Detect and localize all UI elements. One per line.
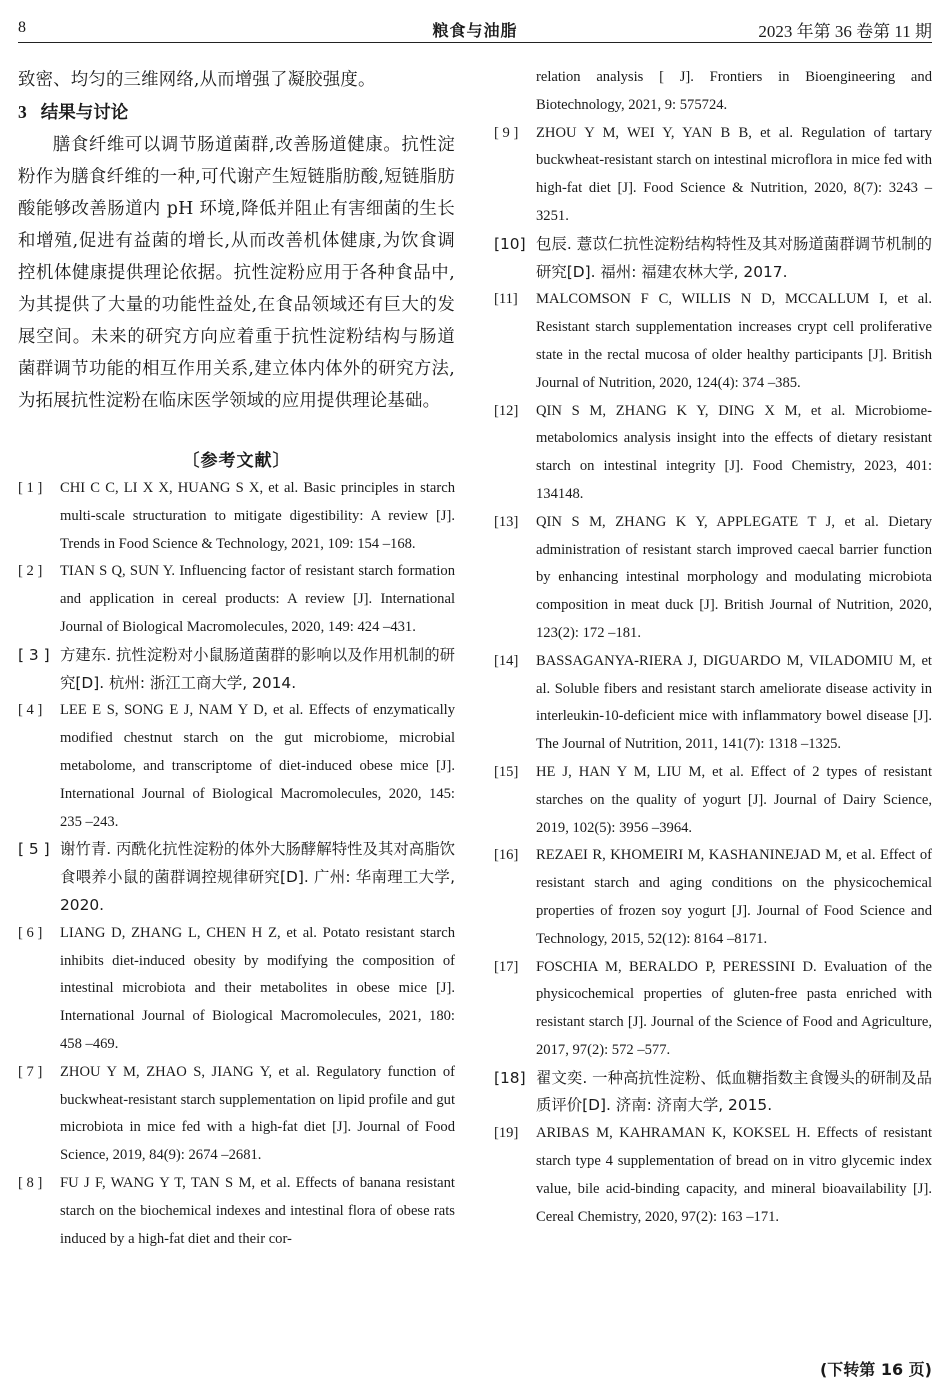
reference-text: 翟文奕. 一种高抗性淀粉、低血糖指数主食馒头的研制及品质评价[D]. 济南: 济南大学, 2015. (536, 1068, 932, 1115)
reference-label: [13] (494, 513, 519, 530)
reference-label: [15] (494, 763, 519, 780)
section-number: 3 (18, 102, 27, 122)
reference-item (494, 954, 932, 1065)
reference-label: [ 5 ] (18, 840, 50, 859)
reference-text: CHI C C, LI X X, HUANG S X, et al. Basic principles in starch multi-scale structuration to mitigate digestibility: A review [J]. Trends in Food Science & Technology, 2021, 109: 154 –168. (60, 480, 455, 552)
reference-item (494, 759, 932, 842)
reference-text: LIANG D, ZHANG L, CHEN H Z, et al. Potato resistant starch inhibits diet-induced obesity by modifying the composition of intestinal microbiota and their metabolites in obese mice [J]. International Journal of Biological Macromolecules, 2021, 180: 458 –469. (60, 924, 455, 1052)
reference-item (494, 648, 932, 759)
reference-item (494, 231, 932, 287)
running-header (18, 12, 932, 43)
reference-label: [ 4 ] (18, 702, 43, 719)
reference-item (18, 642, 455, 698)
issue-info: 2023 年第 36 卷第 11 期 (758, 22, 932, 41)
reference-text: ZHOU Y M, ZHAO S, JIANG Y, et al. Regulatory function of buckwheat-resistant starch supplementation on lipid profile and gut microbiota in mice fed with a high-fat diet [J]. Journal of Food Science, 2019, 84(9): 2674 –2681. (60, 1063, 455, 1164)
section-title: 结果与讨论 (40, 103, 129, 123)
left-column (18, 64, 455, 1253)
intro-text: 致密、均匀的三维网络,从而增强了凝胶强度。 (18, 70, 376, 90)
reference-item (494, 1065, 932, 1121)
journal-title: 粮食与油脂 (432, 21, 518, 40)
reference-label: [ 8 ] (18, 1174, 43, 1191)
reference-continuation: relation analysis [ J]. Frontiers in Bioengineering and Biotechnology, 2021, 9: 575724. (536, 69, 932, 113)
reference-label: [ 2 ] (18, 563, 43, 580)
reference-item (494, 286, 932, 397)
reference-label: [16] (494, 847, 519, 864)
reference-text: 谢竹青. 丙酰化抗性淀粉的体外大肠酵解特性及其对高脂饮食喂养小鼠的菌群调控规律研究[D]. 广州: 华南理工大学, 2020. (60, 840, 455, 914)
references-list-left (18, 475, 455, 1253)
discussion-paragraph: 膳食纤维可以调节肠道菌群,改善肠道健康。抗性淀粉作为膳食纤维的一种,可代谢产生短链脂肪酸,短链脂肪酸能够改善肠道内 pH 环境,降低并阻止有害细菌的生长和增殖,促进有益菌的增长,从而改善机体健康,为饮食调控机体健康提供理论依据。抗性淀粉应用于各种食品中,为其提供了大量的功能性益处,在食品领域还有巨大的发展空间。未来的研究方向应着重于抗性淀粉结构与肠道菌群调节功能的相互作用关系,建立体内体外的研究方法,为拓展抗性淀粉在临床医学领域的应用提供理论基础。 (18, 135, 455, 411)
reference-label: [ 6 ] (18, 924, 43, 941)
reference-text: REZAEI R, KHOMEIRI M, KASHANINEJAD M, et al. Effect of resistant starch and aging conditions on the physicochemical properties of frozen soy yogurt [J]. Journal of Food Science and Technology, 2015, 52(12): 8164 –8171. (536, 847, 932, 947)
reference-label: [ 3 ] (18, 645, 50, 664)
reference-item (18, 836, 455, 919)
reference-item (494, 842, 932, 953)
reference-label: [ 7 ] (18, 1063, 43, 1080)
right-column (494, 64, 932, 1231)
reference-text: FU J F, WANG Y T, TAN S M, et al. Effects of banana resistant starch on the biochemical indexes and intestinal flora of obese rats induced by a high-fat diet and their cor- (60, 1174, 455, 1247)
section-heading (18, 96, 455, 129)
continued-note: (下转第 16 页) (819, 1360, 932, 1379)
reference-item (18, 1059, 455, 1170)
reference-label: [ 9 ] (494, 124, 519, 141)
reference-item (494, 120, 932, 231)
reference-text: TIAN S Q, SUN Y. Influencing factor of resistant starch formation and application in cereal products: A review [J]. International Journal of Biological Macromolecules, 2020, 149: 424 –431. (60, 563, 455, 635)
reference-text: 方建东. 抗性淀粉对小鼠肠道菌群的影响以及作用机制的研究[D]. 杭州: 浙江工商大学, 2014. (60, 645, 455, 692)
reference-item (494, 398, 932, 509)
reference-text: HE J, HAN Y M, LIU M, et al. Effect of 2 types of resistant starches on the quality of yogurt [J]. Journal of Dairy Science, 2019, 102(5): 3956 –3964. (536, 763, 932, 836)
reference-item (18, 475, 455, 558)
reference-text: MALCOMSON F C, WILLIS N D, MCCALLUM I, et al. Resistant starch supplementation increases crypt cell proliferative state in the rectal mucosa of older healthy participants [J]. British Journal of Nutrition, 2020, 124(4): 374 –385. (536, 291, 932, 391)
reference-item (18, 558, 455, 641)
reference-label: [14] (494, 652, 519, 669)
reference-item (494, 1120, 932, 1231)
reference-item (494, 509, 932, 648)
reference-item (18, 920, 455, 1059)
reference-label: [11] (494, 291, 518, 308)
reference-text: BASSAGANYA-RIERA J, DIGUARDO M, VILADOMIU M, et al. Soluble fibers and resistant starch ameliorate disease activity in interleukin-10-deficient mice with inflammatory bowel disease [J]. The Journal of Nutrition, 2011, 141(7): 1318 –1325. (536, 652, 932, 753)
reference-text: ZHOU Y M, WEI Y, YAN B B, et al. Regulation of tartary buckwheat-resistant starch on intestinal microflora in mice fed with high-fat diet [J]. Food Science & Nutrition, 2020, 8(7): 3243 –3251. (536, 124, 932, 224)
references-list-right (494, 120, 932, 1232)
reference-text: LEE E S, SONG E J, NAM Y D, et al. Effects of enzymatically modified chestnut starch on the gut microbiome, microbial metabolome, and transcriptome of diet-induced obese mice [J]. International Journal of Biological Macromolecules, 2020, 145: 235 –243. (60, 702, 455, 830)
reference-label: [19] (494, 1125, 519, 1142)
reference-label: [12] (494, 402, 519, 419)
references-title: 〔参考文献〕 (182, 451, 291, 471)
reference-item (18, 1170, 455, 1253)
reference-label: [10] (494, 234, 526, 253)
page-number: 8 (18, 19, 26, 36)
reference-text: ARIBAS M, KAHRAMAN K, KOKSEL H. Effects of resistant starch type 4 supplementation of bread on in vitro glycemic index value, bile acid-binding capacity, and mineral bioavailability [J]. Cereal Chemistry, 2020, 97(2): 163 –171. (536, 1125, 932, 1225)
reference-item (18, 697, 455, 836)
reference-text: QIN S M, ZHANG K Y, APPLEGATE T J, et al. Dietary administration of resistant starch improved caecal barrier function by enhancing intestinal morphology and modulating microbiota composition in meat duck [J]. British Journal of Nutrition, 2020, 123(2): 172 –181. (536, 513, 932, 641)
reference-text: FOSCHIA M, BERALDO P, PERESSINI D. Evaluation of the physicochemical properties of gluten-free pasta enriched with resistant starch [J]. Journal of the Science of Food and Agriculture, 2017, 97(2): 572 –577. (536, 958, 932, 1058)
reference-label: [18] (494, 1068, 526, 1087)
reference-label: [17] (494, 958, 519, 975)
reference-text: QIN S M, ZHANG K Y, DING X M, et al. Microbiome-metabolomics analysis insight into the effects of dietary resistant starch on intestinal integrity [J]. Food Chemistry, 2023, 401: 134148. (536, 402, 932, 502)
reference-text: 包辰. 薏苡仁抗性淀粉结构特性及其对肠道菌群调节机制的研究[D]. 福州: 福建农林大学, 2017. (536, 234, 932, 281)
reference-label: [ 1 ] (18, 480, 43, 496)
